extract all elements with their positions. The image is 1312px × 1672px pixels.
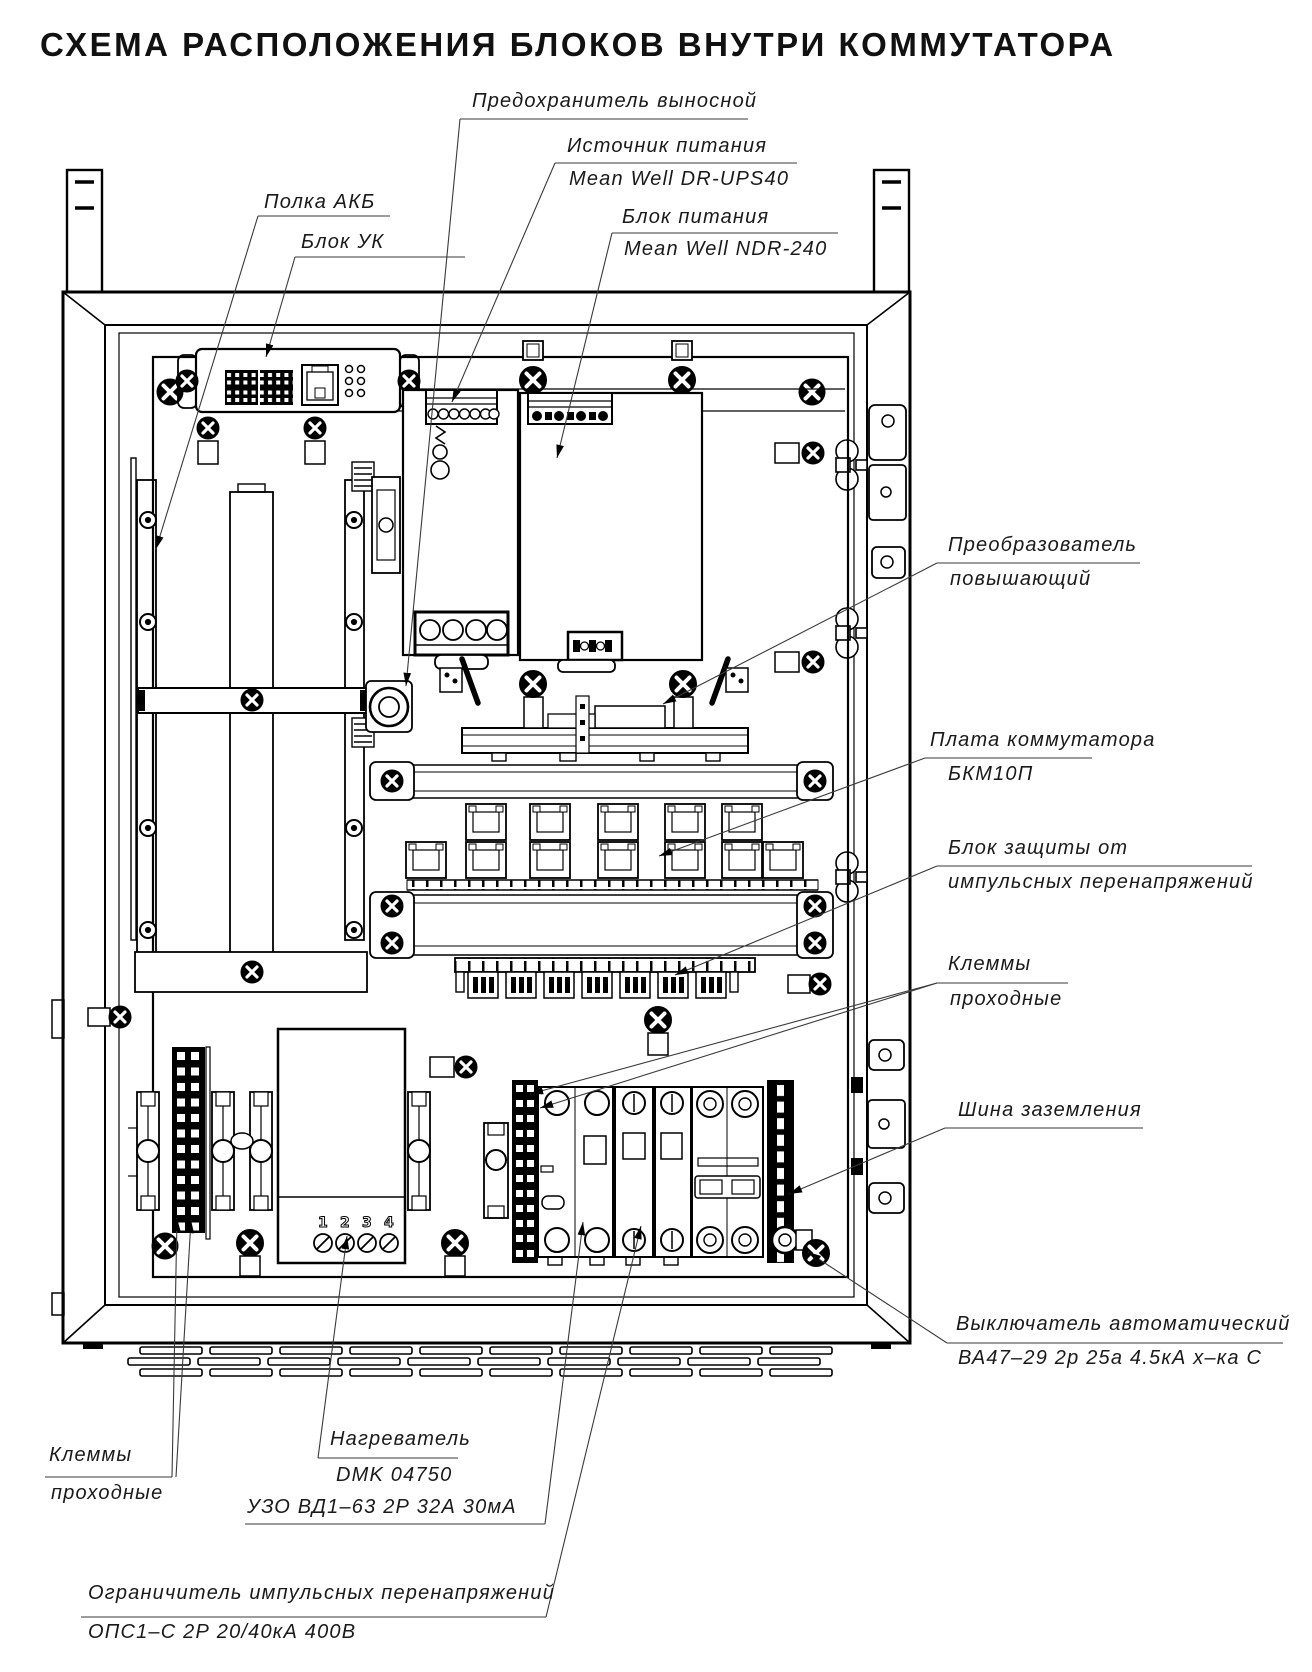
hinge-stack-bottom <box>851 1040 905 1213</box>
label-boost-1: Преобразователь <box>948 534 1138 556</box>
label-psu-2: Mean Well NDR-240 <box>624 238 828 260</box>
label-surge-limiter-2: ОПС1–С 2Р 20/40кА 400В <box>88 1621 357 1643</box>
label-heater-1: Нагреватель <box>330 1428 471 1450</box>
dr-ups40-terminal-bottom <box>415 612 508 655</box>
label-ground-bus: Шина заземления <box>958 1099 1142 1121</box>
label-fuse: Предохранитель выносной <box>472 90 758 112</box>
leader-boost <box>663 563 937 704</box>
leader-ups <box>452 163 555 402</box>
akb-shelf <box>131 458 367 992</box>
heater-terminal-1: 1 <box>318 1215 328 1231</box>
feedthrough-terminals-left <box>172 1047 210 1239</box>
label-terminals-left-1: Клеммы <box>49 1444 133 1466</box>
label-heater-2: DMK 04750 <box>336 1464 453 1486</box>
mounting-ear-left <box>67 170 102 292</box>
label-breaker-1: Выключатель автоматический <box>956 1313 1291 1335</box>
label-terminals-right-1: Клеммы <box>948 953 1032 975</box>
heater-terminal-2: 2 <box>340 1215 350 1231</box>
surge-protection-board <box>455 958 755 998</box>
label-switch-board-2: БКМ10П <box>948 763 1034 785</box>
din-rail-3 <box>370 892 833 958</box>
psu-dr-ups40 <box>403 390 518 669</box>
uk-block <box>176 349 420 464</box>
ops1-module-2 <box>655 1087 691 1265</box>
label-heater-3: УЗО ВД1–63 2Р 32А 30мА <box>247 1496 517 1518</box>
leader-uk-block <box>266 257 295 357</box>
label-ups-2: Mean Well DR-UPS40 <box>569 168 790 190</box>
label-akb-shelf: Полка АКБ <box>264 191 376 213</box>
wing-clamps <box>836 440 867 902</box>
din-rail-2 <box>370 762 833 800</box>
psu-ndr-240 <box>520 393 702 672</box>
leader-surge-limiter <box>546 1226 641 1617</box>
heater-dmk <box>278 1029 405 1263</box>
ndr-240-connector-bottom <box>568 632 622 660</box>
label-uk-block: Блок УК <box>301 231 385 253</box>
uzo-vd1-63 <box>538 1087 613 1265</box>
boost-converter <box>440 659 748 761</box>
ndr-240-terminal-top <box>528 393 612 424</box>
leader-terminals-right-1 <box>530 983 937 1094</box>
heater-terminal-4: 4 <box>384 1215 394 1231</box>
hinge-stack-top <box>869 405 906 578</box>
page-title: СХЕМА РАСПОЛОЖЕНИЯ БЛОКОВ ВНУТРИ КОММУТАТОРА <box>40 26 1116 63</box>
breaker-va47 <box>692 1087 763 1257</box>
label-surge-limiter-1: Ограничитель импульсных перенапряжений <box>88 1582 556 1604</box>
bottom-left-din-group <box>128 1029 430 1263</box>
label-terminals-left-2: проходные <box>51 1482 164 1504</box>
label-switch-board-1: Плата коммутатора <box>930 729 1156 751</box>
bottom-right-din-group <box>484 1080 830 1267</box>
feedthrough-terminals-right <box>512 1080 538 1263</box>
label-surge-block-1: Блок защиты от <box>948 837 1129 859</box>
bkm10p-switch-board <box>406 804 818 890</box>
label-breaker-2: ВА47–29 2р 25а 4.5кА х–ка С <box>958 1347 1263 1369</box>
label-boost-2: повышающий <box>950 568 1092 590</box>
ground-bus <box>767 1080 812 1263</box>
label-ups-1: Источник питания <box>567 135 768 157</box>
uk-connector-2 <box>260 370 293 405</box>
label-terminals-right-2: проходные <box>950 988 1063 1010</box>
din-endstop <box>484 1123 508 1218</box>
heater-terminal-3: 3 <box>362 1215 372 1231</box>
dr-ups40-terminal-top <box>426 390 499 424</box>
uk-connector-1 <box>225 370 258 405</box>
mounting-ear-right <box>874 170 909 292</box>
ventilation-louvers <box>128 1347 832 1376</box>
ops1-module-1 <box>615 1087 653 1265</box>
label-surge-block-2: импульсных перенапряжений <box>948 871 1254 893</box>
remote-fuse <box>366 681 412 732</box>
label-psu-1: Блок питания <box>622 206 770 228</box>
